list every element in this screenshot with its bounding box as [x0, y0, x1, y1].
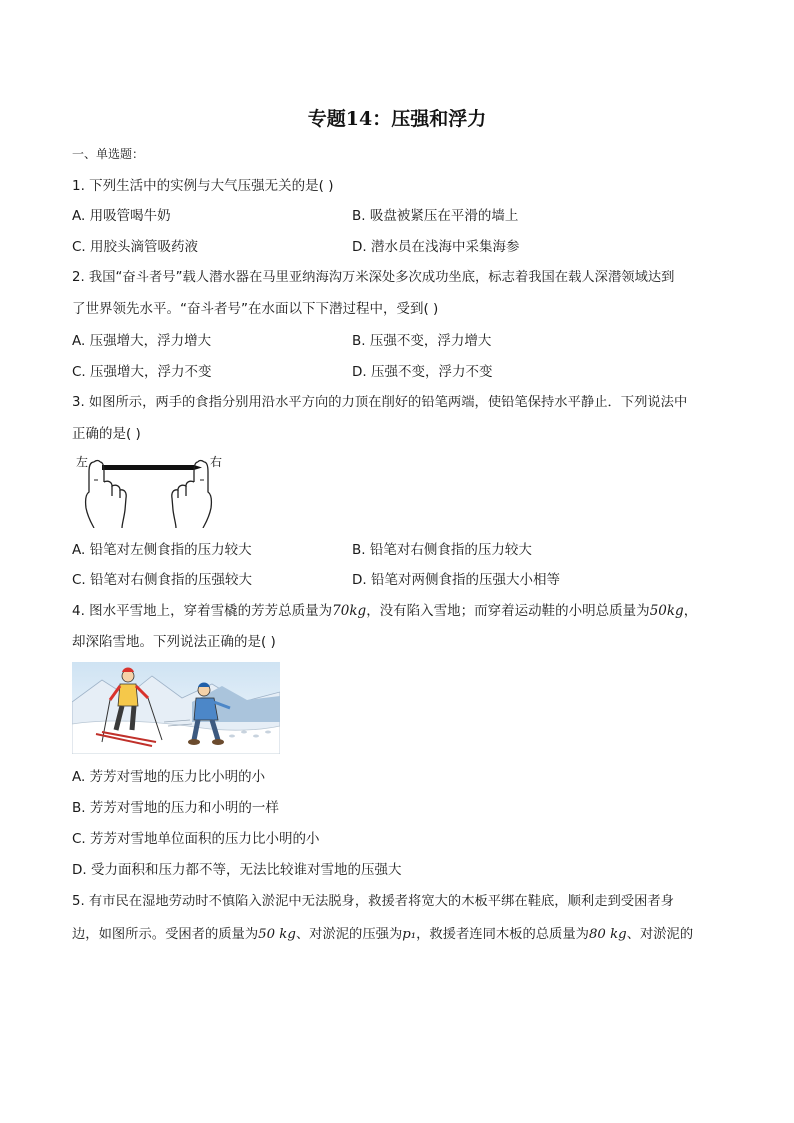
q5-mass-rescuer: 80 kg: [588, 927, 627, 942]
section-heading: 一、单选题：: [72, 147, 145, 161]
question-2-line-2: 了世界领先水平。“奋斗者号”在水面以下下潜过程中，受到( ): [72, 301, 439, 317]
q1-option-a: A. 用吸管喝牛奶: [72, 208, 171, 224]
q1-option-b: B. 吸盘被紧压在平滑的墙上: [352, 208, 519, 224]
pencil-fingers-figure: [76, 452, 226, 528]
skiing-snow-figure: [72, 662, 280, 754]
question-3-line-1: 3. 如图所示，两手的食指分别用沿水平方向的力顶在削好的铅笔两端，使铅笔保持水平静止．下列说法中: [72, 395, 688, 410]
question-4-line-2: 却深陷雪地。下列说法正确的是( ): [72, 634, 276, 650]
q5-pressure-p1: p₁: [402, 927, 417, 942]
question-5-line-1: 5. 有市民在湿地劳动时不慎陷入淤泥中无法脱身，救援者将宽大的木板平绑在鞋底，顺利走到受困者身: [72, 894, 674, 909]
q1-option-c: C. 用胶头滴管吸药液: [72, 239, 199, 255]
question-4-line-1: [72, 601, 697, 621]
q4-mass-fangfang: 70kg: [332, 603, 367, 619]
q3-option-b: B. 铅笔对右侧食指的压力较大: [352, 542, 532, 558]
q1-option-d: D. 潜水员在浅海中采集海参: [352, 239, 520, 255]
q5-mass-trapped: 50 kg: [258, 927, 296, 942]
figure-label-right: 右: [210, 455, 223, 469]
q2-option-c: C. 压强增大，浮力不变: [72, 364, 212, 380]
q3-option-d: D. 铅笔对两侧食指的压强大小相等: [352, 572, 560, 588]
pencil-fingers-drawing: [76, 452, 226, 528]
skiing-snow-drawing: [72, 662, 280, 754]
q4-mass-xiaoming: 50kg: [649, 603, 684, 619]
right-hand-icon: [172, 461, 212, 529]
q4-option-a: A. 芳芳对雪地的压力比小明的小: [72, 769, 266, 785]
q4-text-b: ，没有陷入雪地；而穿着运动鞋的小明总质量为: [366, 603, 650, 619]
q4-option-c: C. 芳芳对雪地单位面积的压力比小明的小: [72, 831, 320, 847]
pencil-body: [102, 465, 194, 470]
question-3-line-2: 正确的是( ): [72, 426, 141, 442]
figure-label-left: 左: [76, 455, 89, 469]
page-title: 专题14：压强和浮力: [307, 108, 487, 130]
q3-option-c: C. 铅笔对右侧食指的压强较大: [72, 572, 253, 588]
q3-option-a: A. 铅笔对左侧食指的压力较大: [72, 542, 252, 558]
q5-text-d: 、对淤泥的: [626, 927, 694, 942]
q5-text-c: ，救援者连同木板的总质量为: [416, 927, 589, 942]
q5-text-b: 、对淤泥的压强为: [295, 927, 403, 942]
q2-option-a: A. 压强增大，浮力增大: [72, 333, 212, 349]
q4-option-b: B. 芳芳对雪地的压力和小明的一样: [72, 800, 279, 816]
q4-text-a: 4. 图水平雪地上，穿着雪橇的芳芳总质量为: [72, 603, 333, 619]
q4-option-d: D. 受力面积和压力都不等，无法比较谁对雪地的压强大: [72, 862, 402, 878]
q5-text-a: 边，如图所示。受困者的质量为: [72, 927, 259, 942]
left-hand-icon: [86, 461, 127, 529]
q2-option-d: D. 压强不变，浮力不变: [352, 364, 493, 380]
q4-text-c: ，: [683, 603, 698, 619]
question-2-line-1: 2. 我国“奋斗者号”载人潜水器在马里亚纳海沟万米深处多次成功坐底，标志着我国在载人深潜领域达到: [72, 270, 675, 285]
question-5-line-2: [72, 925, 693, 945]
q2-option-b: B. 压强不变，浮力增大: [352, 333, 492, 349]
question-1-stem: 1. 下列生活中的实例与大气压强无关的是( ): [72, 178, 334, 194]
